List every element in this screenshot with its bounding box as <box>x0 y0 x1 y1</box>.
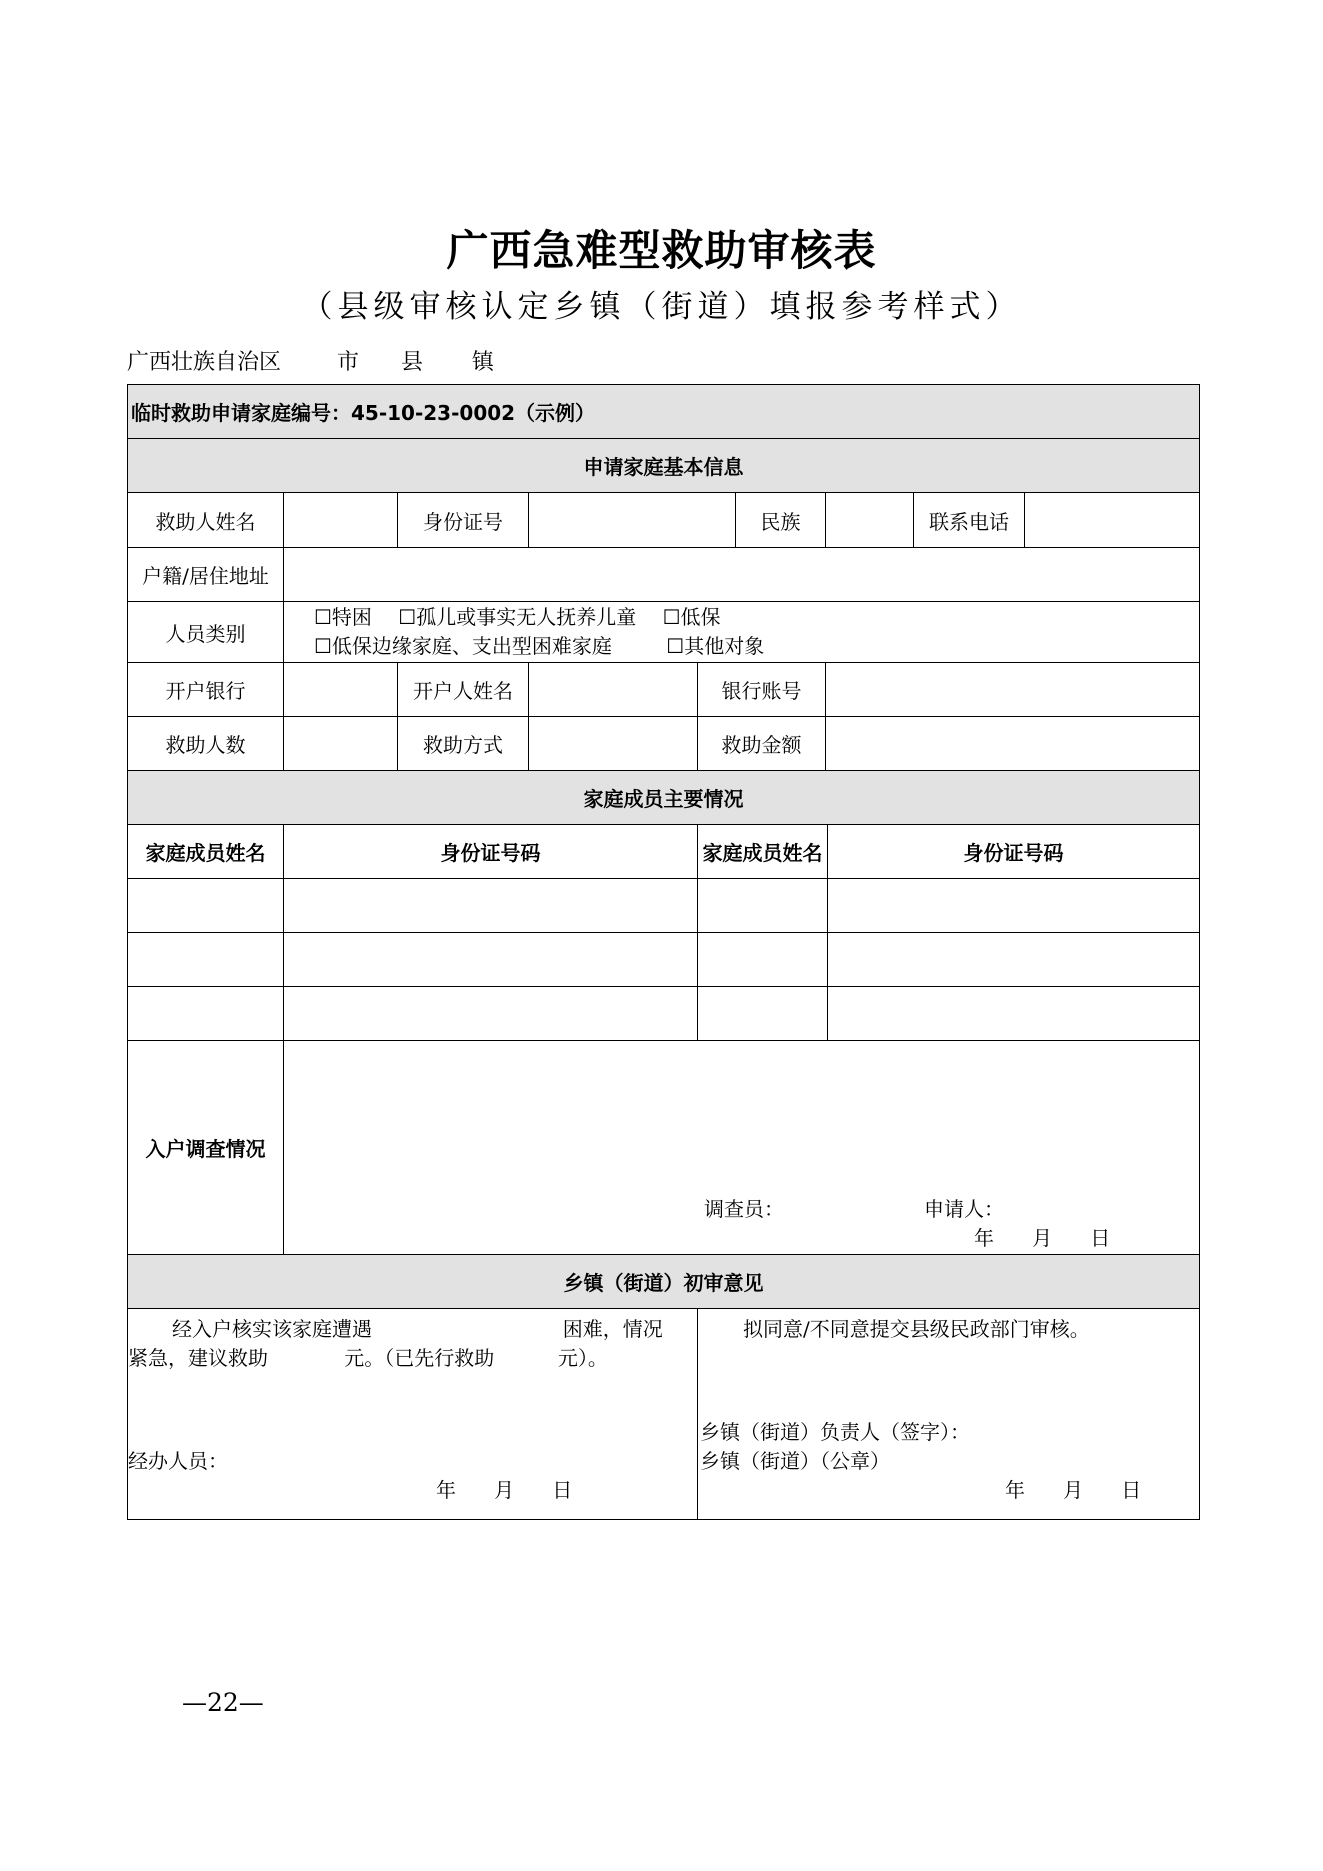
member-id-header-1: 身份证号码 <box>284 825 698 879</box>
opinion-line1: 经入户核实该家庭遭遇 困难，情况 <box>172 1317 663 1341</box>
ethnic-label: 民族 <box>736 493 826 548</box>
document-subtitle: （县级审核认定乡镇（街道）填报参考样式） <box>301 289 1022 325</box>
member-name-field[interactable] <box>698 879 828 933</box>
account-number-field[interactable] <box>826 663 1200 717</box>
table-row <box>128 933 1200 987</box>
account-number-label: 银行账号 <box>698 663 826 717</box>
checkbox-tekun[interactable]: ☐特困 <box>314 605 372 629</box>
aid-count-field[interactable] <box>284 717 398 771</box>
member-name-field[interactable] <box>128 933 284 987</box>
member-name-field[interactable] <box>128 879 284 933</box>
leader-sign-label: 乡镇（街道）负责人（签字）： <box>700 1420 970 1444</box>
handler-label: 经办人员： <box>128 1449 228 1473</box>
member-id-field[interactable] <box>828 933 1200 987</box>
survey-field[interactable] <box>284 1041 1200 1255</box>
table-row <box>128 987 1200 1041</box>
checkbox-other[interactable]: ☐其他对象 <box>666 634 765 658</box>
town-label: 镇 <box>471 350 494 375</box>
member-id-header-2: 身份证号码 <box>828 825 1200 879</box>
opinion-right[interactable] <box>698 1309 1200 1520</box>
member-name-field[interactable] <box>698 987 828 1041</box>
id-number-field[interactable] <box>529 493 736 548</box>
checkbox-edge[interactable]: ☐低保边缘家庭、支出型困难家庭 <box>314 634 612 658</box>
address-label: 户籍/居住地址 <box>128 548 284 602</box>
member-name-header-1: 家庭成员姓名 <box>128 825 284 879</box>
aid-amount-field[interactable] <box>826 717 1200 771</box>
member-name-field[interactable] <box>698 933 828 987</box>
survey-label: 入户调查情况 <box>128 1041 284 1255</box>
member-id-field[interactable] <box>284 879 698 933</box>
bank-field[interactable] <box>284 663 398 717</box>
region-line <box>127 345 494 376</box>
member-name-field[interactable] <box>128 987 284 1041</box>
applicant-name-label: 救助人姓名 <box>128 493 284 548</box>
phone-label: 联系电话 <box>914 493 1025 547</box>
account-name-label: 开户人姓名 <box>398 663 529 717</box>
opinion-line2: 紧急，建议救助 元。（已先行救助 元）。 <box>128 1346 608 1370</box>
category-label: 人员类别 <box>128 602 284 663</box>
city-label: 市 <box>336 350 359 375</box>
aid-count-label: 救助人数 <box>128 717 284 771</box>
region-label: 广西壮族自治区 <box>127 350 282 375</box>
audit-form-table <box>127 384 1200 1520</box>
member-id-field[interactable] <box>284 933 698 987</box>
aid-method-field[interactable] <box>529 717 698 771</box>
section-basic-info: 申请家庭基本信息 <box>128 439 1200 493</box>
aid-amount-label: 救助金额 <box>698 717 826 771</box>
aid-method-label: 救助方式 <box>398 717 529 771</box>
page-number: —22— <box>182 1688 264 1717</box>
id-number-label: 身份证号 <box>398 493 529 548</box>
bank-label: 开户银行 <box>128 663 284 717</box>
checkbox-dibao[interactable]: ☐低保 <box>662 605 721 629</box>
account-name-field[interactable] <box>529 663 698 717</box>
county-label: 县 <box>400 350 423 375</box>
survey-applicant-label: 申请人： <box>924 1197 1004 1221</box>
opinion-left[interactable] <box>128 1309 698 1520</box>
section-family-members: 家庭成员主要情况 <box>128 771 1200 825</box>
phone-field[interactable] <box>1025 493 1199 547</box>
opinion-date-left: 年 月 日 <box>436 1478 573 1502</box>
family-number: 临时救助申请家庭编号：45-10-23-0002（示例） <box>128 385 1200 439</box>
checkbox-orphan[interactable]: ☐孤儿或事实无人抚养儿童 <box>398 605 637 629</box>
agree-text: 拟同意/不同意提交县级民政部门审核。 <box>743 1317 1090 1341</box>
survey-date: 年 月 日 <box>974 1226 1111 1250</box>
ethnic-field[interactable] <box>826 493 914 548</box>
address-field[interactable] <box>284 548 1200 602</box>
opinion-date-right: 年 月 日 <box>1005 1478 1142 1502</box>
member-name-header-2: 家庭成员姓名 <box>698 825 828 879</box>
seal-label: 乡镇（街道）（公章） <box>700 1449 890 1473</box>
category-options <box>284 602 1200 663</box>
member-id-field[interactable] <box>828 879 1200 933</box>
applicant-name-field[interactable] <box>284 493 398 548</box>
table-row <box>128 879 1200 933</box>
member-id-field[interactable] <box>284 987 698 1041</box>
section-town-opinion: 乡镇（街道）初审意见 <box>128 1255 1200 1309</box>
member-id-field[interactable] <box>828 987 1200 1041</box>
investigator-label: 调查员： <box>704 1197 784 1221</box>
document-title: 广西急难型救助审核表 <box>446 226 877 275</box>
phone-cell <box>914 493 1200 548</box>
